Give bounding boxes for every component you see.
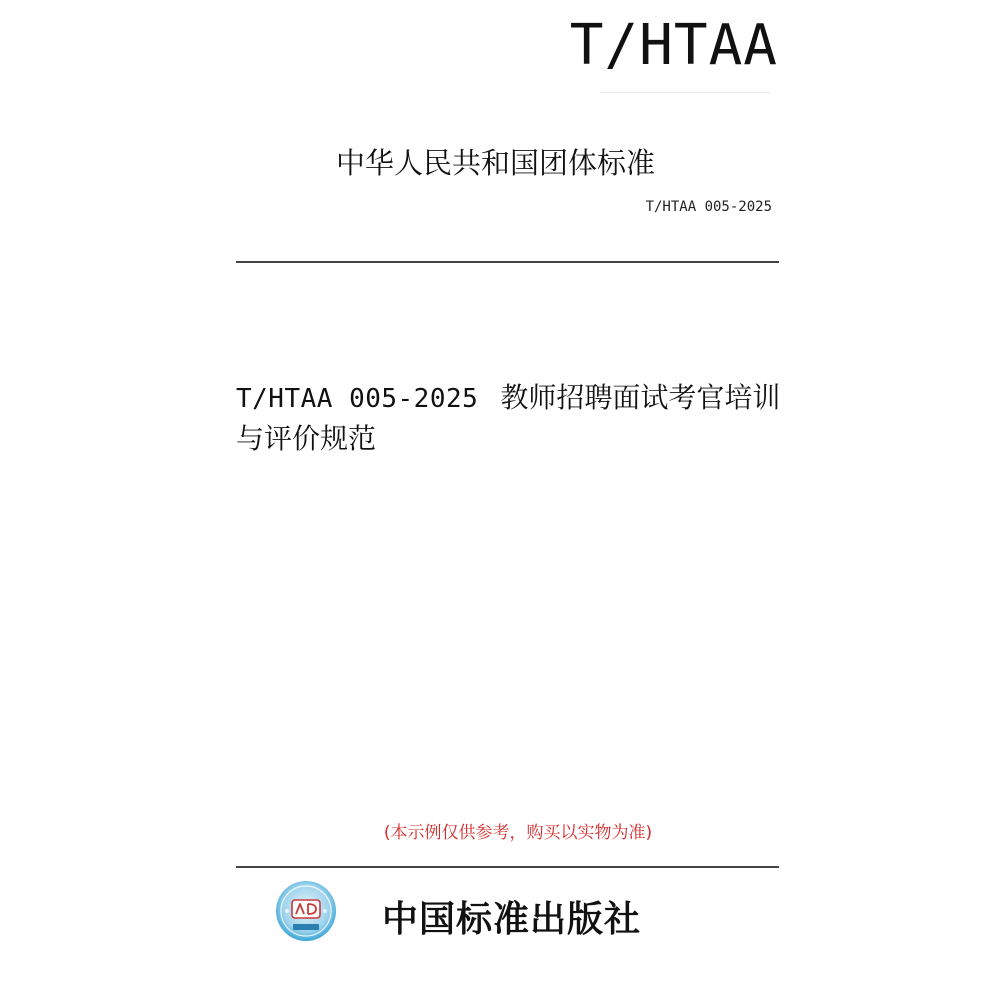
document-title-code: T/HTAA 005-2025 (236, 384, 479, 414)
sample-disclaimer: (本示例仅供参考，购买以实物为准) (383, 823, 653, 843)
footer-divider (236, 866, 779, 868)
standard-code-large: T/HTAA (569, 13, 778, 78)
document-title (236, 378, 781, 458)
standard-number: T/HTAA 005-2025 (645, 199, 772, 215)
decorative-line (600, 92, 770, 93)
standard-category-title: 中华人民共和国团体标准 (336, 146, 656, 180)
publisher-name: 中国标准出版社 (382, 898, 642, 940)
publisher-seal-icon (275, 880, 337, 942)
header-divider (236, 261, 779, 263)
document-title-text: 教师招聘面试考官培训与评价规范 (236, 381, 781, 455)
